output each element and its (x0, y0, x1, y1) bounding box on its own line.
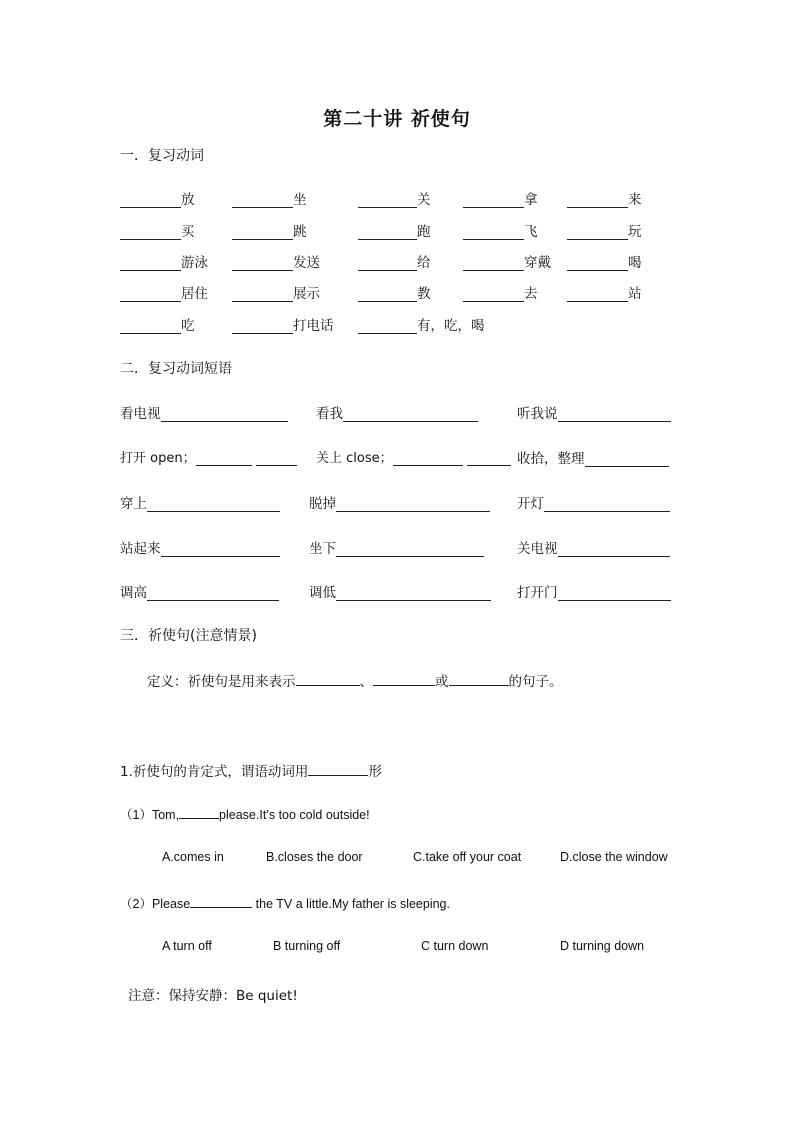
phrase-label: 坐下 (309, 541, 336, 557)
question-2-suffix: the TV a little.My father is sleeping. (255, 897, 450, 911)
definition-sep-1: 、 (359, 674, 373, 690)
definition-suffix: 的句子。 (508, 674, 563, 690)
verb-label: 跑 (417, 224, 431, 240)
verb-blank[interactable] (358, 319, 417, 334)
phrase-label: 关电视 (517, 541, 558, 557)
verb-blank[interactable] (463, 287, 524, 302)
verb-blank[interactable] (358, 225, 417, 240)
verb-label: 展示 (293, 286, 320, 302)
verb-blank[interactable] (463, 225, 524, 240)
verb-blank[interactable] (567, 287, 628, 302)
verb-blank[interactable] (232, 225, 293, 240)
phrase-label: 打开门 (517, 585, 558, 601)
phrase-item (309, 581, 491, 601)
phrase-label: 看我 (316, 406, 343, 422)
q2-option-c[interactable]: C turn down (421, 939, 489, 953)
verb-label: 拿 (524, 192, 538, 208)
phrase-label: 关上 close； (316, 451, 393, 466)
point-1-prefix: 1.祈使句的肯定式，谓语动词用 (120, 764, 309, 780)
verb-blank[interactable] (120, 287, 181, 302)
page-title: 第二十讲 祈使句 (323, 108, 471, 130)
phrase-label: 听我说 (517, 406, 558, 422)
verb-item (463, 282, 538, 302)
phrase-blank[interactable] (336, 542, 484, 557)
verb-label: 吃 (181, 318, 195, 334)
verb-label: 玩 (628, 224, 642, 240)
point-1-suffix: 形 (368, 764, 382, 780)
phrase-blank[interactable] (336, 497, 490, 512)
q2-option-a[interactable]: A turn off (162, 939, 212, 953)
verb-label: 居住 (181, 286, 208, 302)
verb-blank[interactable] (358, 193, 417, 208)
verb-blank[interactable] (567, 256, 628, 271)
phrase-label: 打开 open； (120, 451, 196, 466)
phrase-blank[interactable] (393, 451, 463, 466)
verb-item (567, 251, 642, 271)
phrase-blank[interactable] (147, 497, 280, 512)
verb-label: 发送 (293, 255, 320, 271)
definition-blank-1[interactable] (296, 673, 360, 686)
verb-item (358, 314, 485, 334)
verb-item (463, 251, 551, 271)
phrase-item (316, 402, 478, 422)
phrase-item (120, 402, 288, 422)
verb-item (232, 314, 334, 334)
section-1-heading: 一．复习动词 (120, 148, 204, 164)
verb-label: 飞 (524, 224, 538, 240)
verb-label: 有，吃，喝 (417, 318, 485, 334)
phrase-blank[interactable] (343, 407, 478, 422)
question-1-blank[interactable] (179, 806, 219, 819)
verb-blank[interactable] (120, 256, 181, 271)
definition-blank-2[interactable] (373, 673, 435, 686)
verb-label: 关 (417, 192, 431, 208)
question-1-prefix: （1）Tom, (120, 808, 180, 822)
verb-blank[interactable] (358, 256, 417, 271)
phrase-label: 脱掉 (309, 496, 336, 512)
phrase-blank[interactable] (336, 586, 491, 601)
section-2-heading: 二．复习动词短语 (120, 361, 232, 377)
phrase-label: 调低 (309, 585, 336, 601)
definition-line (147, 670, 563, 690)
phrase-blank[interactable] (161, 407, 288, 422)
verb-blank[interactable] (463, 193, 524, 208)
verb-item (567, 188, 642, 208)
phrase-blank[interactable] (256, 451, 297, 466)
phrase-item (517, 447, 669, 467)
verb-label: 放 (181, 192, 195, 208)
verb-blank[interactable] (567, 193, 628, 208)
verb-item (120, 282, 208, 302)
phrase-blank[interactable] (467, 451, 511, 466)
verb-label: 喝 (628, 255, 642, 271)
verb-blank[interactable] (567, 225, 628, 240)
verb-item (120, 314, 195, 334)
q1-option-c[interactable]: C.take off your coat (413, 850, 522, 864)
phrase-blank[interactable] (558, 586, 671, 601)
verb-blank[interactable] (232, 193, 293, 208)
verb-item (358, 251, 431, 271)
question-1 (120, 805, 370, 823)
note: 注意：保持安静：Be quiet! (128, 988, 298, 1004)
q2-option-b[interactable]: B turning off (273, 939, 341, 953)
verb-blank[interactable] (120, 319, 181, 334)
definition-sep-2: 或 (435, 674, 449, 690)
phrase-blank[interactable] (585, 452, 669, 467)
verb-item (232, 220, 307, 240)
verb-item (567, 220, 642, 240)
phrase-label: 穿上 (120, 496, 147, 512)
point-1 (120, 760, 382, 780)
verb-label: 来 (628, 192, 642, 208)
verb-label: 跳 (293, 224, 307, 240)
verb-label: 游泳 (181, 255, 208, 271)
q1-option-b[interactable]: B.closes the door (266, 850, 363, 864)
verb-blank[interactable] (120, 193, 181, 208)
verb-item (232, 251, 320, 271)
phrase-item (517, 537, 670, 557)
verb-label: 站 (628, 286, 642, 302)
phrase-blank[interactable] (161, 542, 280, 557)
verb-blank[interactable] (232, 256, 293, 271)
phrase-blank[interactable] (147, 586, 279, 601)
phrase-item (316, 447, 511, 466)
q1-option-a[interactable]: A.comes in (162, 850, 224, 864)
definition-prefix: 定义：祈使句是用来表示 (147, 674, 296, 690)
verb-item (120, 251, 208, 271)
question-2-prefix: （2）Please (120, 897, 191, 911)
phrase-label: 开灯 (517, 496, 544, 512)
verb-blank[interactable] (358, 287, 417, 302)
verb-item (120, 220, 195, 240)
point-1-blank[interactable] (308, 763, 368, 776)
phrase-label: 收拾，整理 (517, 451, 585, 467)
phrase-item (517, 402, 671, 422)
q1-option-d[interactable]: D.close the window (560, 850, 668, 864)
verb-item (358, 220, 431, 240)
phrase-blank[interactable] (196, 451, 252, 466)
verb-item (463, 188, 538, 208)
phrase-item (120, 537, 280, 557)
verb-item (232, 282, 320, 302)
phrase-blank[interactable] (558, 407, 671, 422)
question-2 (120, 894, 450, 912)
phrase-item (517, 581, 671, 601)
verb-blank[interactable] (232, 287, 293, 302)
question-2-blank[interactable] (190, 895, 252, 908)
verb-item (232, 188, 307, 208)
phrase-blank[interactable] (544, 497, 670, 512)
definition-blank-3[interactable] (449, 673, 509, 686)
q2-option-d[interactable]: D turning down (560, 939, 645, 953)
phrase-label: 调高 (120, 585, 147, 601)
phrase-item (309, 492, 490, 512)
verb-label: 教 (417, 286, 431, 302)
verb-blank[interactable] (463, 256, 524, 271)
verb-label: 穿戴 (524, 255, 551, 271)
phrase-item (517, 492, 670, 512)
phrase-item (120, 492, 280, 512)
phrase-blank[interactable] (558, 542, 670, 557)
phrase-item (120, 447, 297, 466)
verb-blank[interactable] (232, 319, 293, 334)
verb-item (358, 188, 431, 208)
verb-item (567, 282, 642, 302)
verb-label: 去 (524, 286, 538, 302)
verb-label: 给 (417, 255, 431, 271)
verb-item (463, 220, 538, 240)
verb-label: 坐 (293, 192, 307, 208)
question-1-suffix: please.It’s too cold outside! (219, 808, 370, 822)
phrase-item (120, 581, 279, 601)
verb-item (358, 282, 431, 302)
phrase-label: 看电视 (120, 406, 161, 422)
phrase-item (309, 537, 484, 557)
section-3-heading: 三．祈使句(注意情景) (120, 628, 257, 644)
verb-label: 买 (181, 224, 195, 240)
verb-blank[interactable] (120, 225, 181, 240)
verb-item (120, 188, 195, 208)
phrase-label: 站起来 (120, 541, 161, 557)
verb-label: 打电话 (293, 318, 334, 334)
